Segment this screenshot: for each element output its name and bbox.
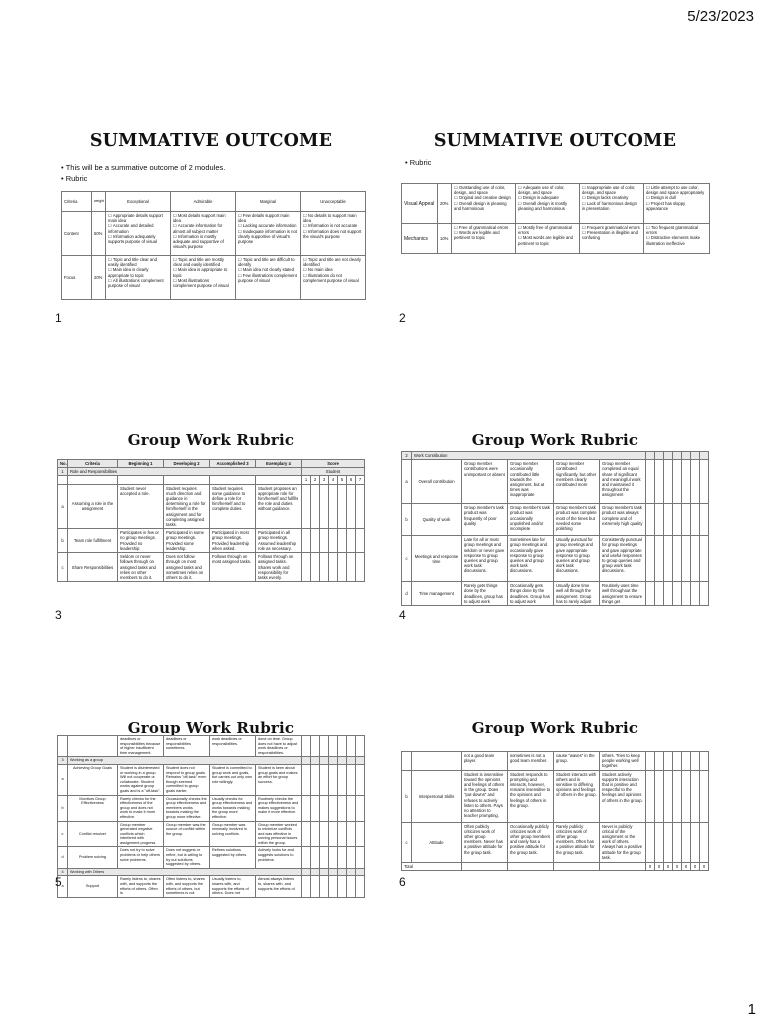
criteria-cell: Content — [62, 212, 92, 256]
rubric-point: ☐ Distractive elements make illustration ineffective — [646, 235, 707, 245]
slide-number: 5 — [55, 875, 62, 889]
rubric-point: ☐ Lacking accurate information — [238, 223, 298, 228]
rubric-cell: deadlines or responsibilities because of higher insufficient time management. — [118, 736, 164, 757]
rubric-cell: Often publicly criticizes work of other group members. Never has a positive attitude for the group task. — [462, 822, 508, 862]
total-value: 0 — [655, 862, 664, 870]
rubric-cell: done on time. Group does not have to adjust work deadlines or responsibilities. — [256, 736, 302, 757]
rubric-cell: Usually done time well all through the assignment. Group has to rarely adjust — [554, 582, 600, 606]
rubric-point: ☐ Project has sloppy appearance — [646, 201, 707, 211]
rubric-cell — [236, 256, 301, 300]
row-id: a — [58, 876, 68, 897]
slide-number: 4 — [399, 608, 406, 622]
criteria-cell: Monitors Group Effectiveness — [68, 795, 118, 821]
rubric-point: ☐ Inadequate information is not clearly supportive of visual's purpose — [238, 229, 298, 245]
criteria-cell: Mechanics — [402, 224, 438, 254]
row-id: a — [58, 764, 68, 795]
slide-number: 1 — [55, 311, 62, 325]
row-id: b — [402, 504, 412, 536]
group-work-rubric-table — [57, 735, 365, 898]
table-row — [402, 822, 709, 862]
rubric-cell: deadlines or responsibilities sometimes. — [164, 736, 210, 757]
header-cell: Marginal — [236, 192, 301, 212]
rubric-cell: Student responds to prompting and interacts, however, remains insensitive to the opinions and feelings of others in the group. — [508, 770, 554, 822]
rubric-cell — [580, 184, 644, 224]
rubric-cell: not a good team player. — [462, 752, 508, 771]
rubric-cell — [580, 224, 644, 254]
table-row — [62, 212, 366, 256]
rubric-cell: Student is insensitive toward the opinions and feelings of others in the group. Does "put-downs" and refuses to actively listen to others. Pays no attention to teacher prompting. — [462, 770, 508, 822]
rubric-cell — [171, 256, 236, 300]
row-id: c — [58, 821, 68, 847]
rubric-point: ☐ Most words are legible and pertinent to topic — [518, 235, 577, 245]
rubric-cell — [106, 256, 171, 300]
criteria-cell: Team role fulfillment — [68, 529, 118, 553]
section-number: 2 — [402, 452, 412, 460]
rubric-cell: Does not try to solve problems or help others solve problems. — [118, 847, 164, 868]
rubric-cell: Group member occasionally contributed little towards the assignment, but at times was inappropriate — [508, 460, 554, 504]
table-header-row — [58, 460, 365, 468]
rubric-cell: Usually listens to, shares with, and supports the efforts of others. Does not — [210, 876, 256, 897]
rubric-point: ☐ Accurate information for almost all subject matter — [173, 223, 233, 233]
rubric-point: ☐ Most details support main idea — [173, 213, 233, 223]
rubric-cell: Student requires much direction and guidance in determining a role for him/herself in the assignment and for completing assigned tasks. — [164, 484, 210, 529]
table-row — [58, 553, 365, 582]
section-label: Working with Others — [68, 868, 302, 876]
section-number: 3 — [58, 757, 68, 765]
header-cell: Beginning 1 — [118, 460, 164, 468]
bullet-item: • This will be a summative outcome of 2 modules. — [61, 162, 225, 173]
rubric-cell: Participated in all group meetings. Assumed leadership role as necessary. — [256, 529, 302, 553]
rubric-cell: cause "waves" in the group. — [554, 752, 600, 771]
rubric-point: ☐ No details to support main idea — [303, 213, 363, 223]
rubric-point: ☐ Information is mostly adequate and supportive of visual's purpose — [173, 234, 233, 250]
criteria-cell: Meetings and response time — [412, 536, 462, 582]
row-id: b — [58, 529, 68, 553]
header-cell: Admirable — [171, 192, 236, 212]
section-label: Role and Responsibilities — [68, 468, 302, 476]
rubric-cell: others. Tries to keep people working well together. — [600, 752, 646, 771]
rubric-point: ☐ Topic and title clear and easily identified — [108, 257, 168, 267]
rubric-cell: Routinely checks the group effectiveness and makes suggestions to make it more effective. — [256, 795, 302, 821]
total-value: 0 — [682, 862, 691, 870]
table-row — [402, 536, 709, 582]
header-cell: Accomplished 3 — [210, 460, 256, 468]
rubric-cell: Group member was minimally involved in solving conflicts. — [210, 821, 256, 847]
rubric-point: ☐ Design is adequate — [518, 195, 577, 200]
slide-5 — [55, 715, 367, 896]
section-row — [402, 452, 709, 460]
criteria-cell: Visual Appeal — [402, 184, 438, 224]
rubric-point: ☐ Presentation is illegible and confusing — [582, 230, 641, 240]
rubric-point: ☐ Information does not support the visual's purpose — [303, 229, 363, 239]
rubric-point: ☐ Lack of harmonious design in presentation — [582, 201, 641, 211]
table-row — [402, 752, 709, 771]
rubric-cell: Student never accepted a role. — [118, 484, 164, 529]
rubric-cell: Does not follow through on most assigned tasks and sometimes relies on others to do it. — [164, 553, 210, 582]
section-row — [58, 468, 365, 476]
row-id: b — [58, 795, 68, 821]
rubric-point: ☐ Free of grammatical errors — [454, 225, 513, 230]
rubric-cell — [516, 224, 580, 254]
header-cell: Criteria — [68, 460, 118, 468]
section-row — [58, 757, 365, 765]
rubric-cell: Student actively supports interaction that is positive and respectful to the feelings and opinions of others in the group. — [600, 770, 646, 822]
table-row — [58, 529, 365, 553]
rubric-point: ☐ Main idea is appropriate to topic — [173, 267, 233, 277]
student-col: 7 — [356, 476, 365, 484]
rubric-point: ☐ Appropriate details support main idea — [108, 213, 168, 223]
row-id: c — [402, 536, 412, 582]
table-row — [402, 184, 710, 224]
student-col: 3 — [320, 476, 329, 484]
slide-number: 6 — [399, 875, 406, 889]
rubric-cell: Refines solutions suggested by others. — [210, 847, 256, 868]
print-date: 5/23/2023 — [687, 8, 754, 25]
rubric-cell — [301, 256, 366, 300]
rubric-cell — [516, 184, 580, 224]
total-value: 0 — [664, 862, 673, 870]
row-id: d — [58, 847, 68, 868]
rubric-cell: Student requires some guidance to define a role for him/herself and to complete duties. — [210, 484, 256, 529]
header-cell: Exemplary 4 — [256, 460, 302, 468]
group-work-rubric-table — [401, 751, 709, 871]
row-id: c — [58, 553, 68, 582]
section-number: 1 — [58, 468, 68, 476]
rubric-cell: Does not suggest or refine, but is willing to try out solutions suggested by others. — [164, 847, 210, 868]
rubric-point: ☐ Outstanding use of color, design, and space — [454, 185, 513, 195]
total-row — [402, 862, 709, 870]
rubric-cell: Student does not respond to group goals. Remains "off-task" even though seemed committed to group goals earlier. — [164, 764, 210, 795]
criteria-cell: Interpersonal Skills — [412, 770, 462, 822]
rubric-point: ☐ Little attempt to use color, design and space appropriately — [646, 185, 707, 195]
rubric-point: ☐ Too frequent grammatical errors — [646, 225, 707, 235]
rubric-cell: Usually punctual for group meetings and gave appropriate response to group queries and group work task discussions. — [554, 536, 600, 582]
slide-number: 2 — [399, 311, 406, 325]
rubric-point: ☐ Illustrations do not complement purpose of visual — [303, 273, 363, 283]
rubric-cell: Participated in most group meetings. Provided leadership when asked. — [210, 529, 256, 553]
rubric-cell: Late for all or most group meetings and seldom or never gave response to group queries and group work task discussions. — [462, 536, 508, 582]
rubric-cell: Student interacts with others and is sensitive to differing opinions and feelings of others in the group. — [554, 770, 600, 822]
student-col: 5 — [338, 476, 347, 484]
header-cell: Unacceptable — [301, 192, 366, 212]
rubric-point: ☐ Few illustrations complement purpose of visual — [238, 273, 298, 283]
rubric-cell: Never is publicly critical of the assignment or the work of others. Always has a positive attitude for the group task. — [600, 822, 646, 862]
weight-cell: 20% — [92, 256, 106, 300]
criteria-cell: Support — [68, 876, 118, 897]
rubric-cell: Consistently punctual for group meetings and gave appropriate and useful responses to group queries and group work task discussions. — [600, 536, 646, 582]
rubric-point: ☐ Frequent grammatical errors — [582, 225, 641, 230]
rubric-cell: Routinely uses time well throughout the assignment to ensure things get — [600, 582, 646, 606]
criteria-cell: Problem solving — [68, 847, 118, 868]
slide-title: Group Work Rubric — [471, 719, 639, 737]
rubric-cell: Occasionally gets things done by the deadlines. Group has to adjust work — [508, 582, 554, 606]
rubric-cell: work deadlines or responsibilities. — [210, 736, 256, 757]
rubric-point: ☐ Inappropriate use of color, design, and space — [582, 185, 641, 195]
criteria-cell: Time management — [412, 582, 462, 606]
table-row — [58, 484, 365, 529]
header-cell: Score — [302, 460, 365, 468]
total-label: Total — [402, 862, 462, 870]
slide-2 — [399, 125, 711, 301]
student-col: 4 — [329, 476, 338, 484]
criteria-cell: Achieving Group Goals — [68, 764, 118, 795]
header-cell: No. — [58, 460, 68, 468]
rubric-point: ☐ No main idea — [303, 267, 363, 272]
table-row — [402, 460, 709, 504]
rubric-cell: Group member generated negative conflicts which interfered with assignment progress. — [118, 821, 164, 847]
rubric-cell: Student proposes an appropriate role for him/herself and fulfills the role and duties without guidance. — [256, 484, 302, 529]
rubric-cell: Student is disinterested or working in a group. Will not cooperate or collaborate. Student works against group goals and is a "off-task". — [118, 764, 164, 795]
table-row — [58, 764, 365, 795]
rubric-cell — [644, 184, 710, 224]
rubric-point: ☐ Main idea is clearly appropriate to topic — [108, 267, 168, 277]
rubric-cell: Group member completed an equal share of significant and meaningful work and maintained it throughout the assignment — [600, 460, 646, 504]
rubric-cell: Follows through on most assigned tasks. — [210, 553, 256, 582]
rubric-cell: Almost always listens to, shares with, and supports the efforts of — [256, 876, 302, 897]
rubric-cell: Occasionally checks the group effectiveness and members works towards making the group more effective. — [164, 795, 210, 821]
rubric-point: ☐ Words are legible and pertinent to topic — [454, 230, 513, 240]
student-label: Student — [302, 468, 365, 476]
slide-title: Group Work Rubric — [127, 719, 295, 737]
row-id: c — [402, 822, 412, 862]
table-row — [62, 256, 366, 300]
row-id: a — [402, 460, 412, 504]
total-value: 0 — [646, 862, 655, 870]
bullet-item: • Rubric — [61, 173, 225, 184]
weight-cell: 10% — [438, 224, 452, 254]
criteria-cell: Conflict resolver — [68, 821, 118, 847]
header-cell: Criteria — [62, 192, 92, 212]
student-number-row — [58, 476, 365, 484]
slide-4 — [399, 425, 711, 604]
total-value: 0 — [700, 862, 709, 870]
row-id: b — [402, 770, 412, 822]
section-row — [58, 868, 365, 876]
rubric-cell: Actively looks for and suggests solutions to problems. — [256, 847, 302, 868]
rubric-point: ☐ Adequate use of color, design, and space — [518, 185, 577, 195]
rubric-cell — [106, 212, 171, 256]
section-label: Working as a group — [68, 757, 302, 765]
rubric-cell: Group member's task product was frequently of poor quality — [462, 504, 508, 536]
criteria-cell: Assuming a role in the assignment — [68, 484, 118, 529]
criteria-cell: Focus — [62, 256, 92, 300]
rubric-cell: Usually checks for group effectiveness and works towards making the group more effective. — [210, 795, 256, 821]
rubric-cell: Group member worked to minimize conflicts and was effective in solving personal issues within the group. — [256, 821, 302, 847]
slide-bullets — [61, 162, 225, 184]
rubric-point: ☐ Design is dull — [646, 195, 707, 200]
weight-cell: 20% — [438, 184, 452, 224]
rubric-point: ☐ Topic and title are difficult to identify — [238, 257, 298, 267]
rubric-point: ☐ Original and creative design — [454, 195, 513, 200]
criteria-cell: Overall contribution — [412, 460, 462, 504]
slide-title: Group Work Rubric — [471, 431, 639, 449]
student-col: 2 — [311, 476, 320, 484]
student-col: 1 — [302, 476, 311, 484]
rubric-cell — [452, 224, 516, 254]
rubric-point: ☐ Accurate and detailed information — [108, 223, 168, 233]
rubric-cell: Student is committed to group work and goals, but carries out only own role willingly. — [210, 764, 256, 795]
slide-1 — [55, 125, 367, 301]
rubric-cell: Participated in some group meetings. Provided some leadership. — [164, 529, 210, 553]
rubric-cell — [171, 212, 236, 256]
rubric-cell: Seldom or never follows through on assigned tasks and relies on other members to do it. — [118, 553, 164, 582]
rubric-point: ☐ Topic and title are not clearly identified — [303, 257, 363, 267]
rubric-cell: Group member was the source of conflict within the group. — [164, 821, 210, 847]
table-row — [402, 504, 709, 536]
rubric-cell: Rarely listens to, shares with, and supports the efforts of others. Often is — [118, 876, 164, 897]
rubric-cell — [644, 224, 710, 254]
rubric-point: ☐ Few details support main idea — [238, 213, 298, 223]
rubric-cell: Group member's task product was occasionally unpolished and/or incomplete — [508, 504, 554, 536]
slide-number: 3 — [55, 608, 62, 622]
rubric-point: ☐ Topic and title are mostly clear and easily identified — [173, 257, 233, 267]
slide-title: SUMMATIVE OUTCOME — [89, 131, 333, 151]
rubric-point: ☐ Main idea not clearly stated — [238, 267, 298, 272]
slide-title: Group Work Rubric — [127, 431, 295, 449]
rubric-point: ☐ Overall design is pleasing and harmonious — [454, 201, 513, 211]
total-value: 0 — [673, 862, 682, 870]
rubric-point: ☐ All illustrations complement purpose of visual — [108, 278, 168, 288]
header-cell: Exceptional — [106, 192, 171, 212]
summative-rubric-table — [61, 191, 366, 300]
table-header-row — [62, 192, 366, 212]
rubric-cell — [236, 212, 301, 256]
rubric-point: ☐ Mostly free of grammatical errors — [518, 225, 577, 235]
rubric-point: ☐ Design lacks creativity — [582, 195, 641, 200]
summative-rubric-table — [401, 183, 710, 254]
table-row — [58, 795, 365, 821]
criteria-cell: Share Responsibilities — [68, 553, 118, 582]
rubric-cell: Student is keen about group goals and makes an effort for group success. — [256, 764, 302, 795]
group-work-rubric-table — [57, 459, 365, 582]
rubric-cell: Rarely publicly criticizes work of other group members. Often has a positive attitude for the group task. — [554, 822, 600, 862]
table-row — [402, 582, 709, 606]
rubric-point: ☐ Information is not accurate — [303, 223, 363, 228]
rubric-cell: sometimes is not a good team member. — [508, 752, 554, 771]
rubric-point: ☐ Overall design is mostly pleasing and harmonious — [518, 201, 577, 211]
rubric-point: ☐ Information adequately supports purpose of visual — [108, 234, 168, 244]
rubric-cell: Group member's task product was always complete and of extremely high quality — [600, 504, 646, 536]
rubric-cell — [301, 212, 366, 256]
table-row — [402, 770, 709, 822]
rubric-cell: Often listens to, shares with, and supports the efforts of others, but sometimes is not — [164, 876, 210, 897]
page-number: 1 — [747, 1001, 756, 1018]
rubric-cell: Sometimes late for group meetings and occasionally gave response to group queries and group work task discussions. — [508, 536, 554, 582]
table-row — [58, 736, 365, 757]
header-cell: weight — [92, 192, 106, 212]
rubric-cell: Rarely gets things done by the deadlines, group has to adjust work — [462, 582, 508, 606]
rubric-cell: Group member contributions were unimportant or absent — [462, 460, 508, 504]
weight-cell: 50% — [92, 212, 106, 256]
header-cell: Developing 2 — [164, 460, 210, 468]
slide-bullets — [405, 157, 431, 168]
section-number: 4 — [58, 868, 68, 876]
row-id: d — [402, 582, 412, 606]
rubric-cell: Occasionally publicly criticizes work of other group members and rarely has a positive attitude for the group task. — [508, 822, 554, 862]
student-col: 6 — [347, 476, 356, 484]
rubric-point: ☐ Most illustrations complement purpose of visual — [173, 278, 233, 288]
rubric-cell: Group member's task product was complete most of the times but needed some polishing — [554, 504, 600, 536]
table-row — [402, 224, 710, 254]
slide-title: SUMMATIVE OUTCOME — [433, 131, 677, 151]
rubric-cell: Participates in few or no group meetings. Provided no leadership. — [118, 529, 164, 553]
table-row — [58, 847, 365, 868]
rubric-cell — [452, 184, 516, 224]
section-label: Work Contribution — [412, 452, 646, 460]
bullet-item: • Rubric — [405, 157, 431, 168]
rubric-cell: Follows through on assigned tasks. Shares work and responsibility for tasks evenly. — [256, 553, 302, 582]
group-work-rubric-table — [401, 451, 709, 606]
total-value: 0 — [691, 862, 700, 870]
rubric-cell: Rarely checks for the effectiveness of the group and does not work to make it more effective. — [118, 795, 164, 821]
rubric-cell: Group member contributed significantly, but other members clearly contributed more — [554, 460, 600, 504]
row-id: a — [58, 484, 68, 529]
slide-3 — [55, 425, 367, 601]
slide-6 — [399, 715, 711, 891]
table-row — [58, 876, 365, 897]
criteria-cell: Attitude — [412, 822, 462, 862]
criteria-cell: Quality of work — [412, 504, 462, 536]
table-row — [58, 821, 365, 847]
